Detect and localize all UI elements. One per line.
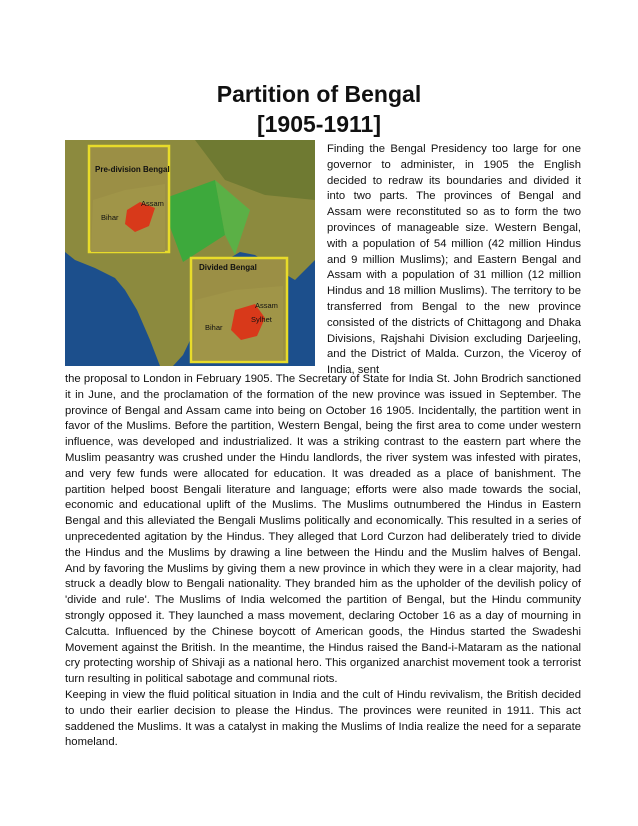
page-subtitle-years: [1905-1911]	[256, 111, 382, 137]
intro-paragraph: Finding the Bengal Presidency too large for one governor to administer, in 1905 the English decided to redraw its boundaries and divided it into two parts. The provinces of Bengal and Assam were reconstituted so as to form the two provinces of manageable size. Western Bengal, with a population of 54 million (42 million Hindus and 9 million Muslims); and Eastern Bengal and Assam with a population of 31 million (12 million Hindus and 18 million Muslims). The territory to be transferred from Bengal to the new province consisted of the districts of Chittagong and Dhaka Divisions, Rajshahi Division excluding Darjeeling, and the District of Malda. Curzon, the Viceroy of India, sent	[327, 143, 581, 377]
map-label-assam-2: Assam	[255, 301, 278, 310]
map-label-bihar-2: Bihar	[205, 323, 223, 332]
bengal-partition-map	[65, 140, 315, 366]
map-illustration	[65, 140, 315, 366]
map-label-divided: Divided Bengal	[199, 263, 257, 272]
map-label-pre-division: Pre-division Bengal	[95, 165, 170, 174]
map-label-sylhet: Sylhet	[251, 315, 272, 324]
body-paragraph: the proposal to London in February 1905. The Secretary of State for India St. John Brodrich sanctioned it in June, and the proclamation of the formation of the new province was issued in September. The province of Bengal and Assam came into being on October 16 1905. Incidentally, the partition went in favor of the Muslims. Before the partition, Western Bengal, being the first area to come under western influence, was developed and industrialized. It was a striking contrast to the eastern part where the Muslim peasantry was crushed under the Hindu landlords, the river system was infested with pirates, and very few funds were allocated for education. It was dreaded as a place of banishment. The partition helped boost Bengali literature and language; efforts were also made towards the social, economic and educational uplift of the Muslims. The Muslims outnumbered the Hindus in Eastern Bengal and this alleviated the Bengali Muslims politically and economically. This resulted in a series of unprecedented agitation by the Hindus. They alleged that Lord Curzon had deliberately tried to divide the Hindus and the Muslims by drawing a line between the Hindu and the Muslim halves of Bengal. And by favoring the Muslims by giving them a new province in which they were in a clear majority, had struck a deadly blow to Bengali nationality. They branded him as the upholder of the devilish policy of 'divide and rule'. The Muslims of India welcomed the partition of Bengal, but the Hindu community strongly opposed it. They launched a mass movement, declaring October 16 as a day of mourning in Calcutta. Influenced by the Chinese boycott of American goods, the Hindus started the Swadeshi Movement against the British. In the meantime, the Hindus raised the Band-i-Mataram as the national cry protecting worship of Shivaji as a national hero. This organized anarchist movement took a terrorist turn resulting in political sabotage and communal riots.	[65, 373, 581, 686]
map-label-assam-1: Assam	[141, 199, 164, 208]
map-label-bihar-1: Bihar	[101, 213, 119, 222]
closing-paragraph: Keeping in view the fluid political situation in India and the cult of Hindu revivalism, the British decided to undo their earlier decision to please the Hindus. The provinces were reunited in 1911. This act saddened the Muslims. It was a catalyst in making the Muslims of India realize the need for a separate homeland.	[65, 689, 581, 749]
page-title: Partition of Bengal	[216, 81, 422, 107]
